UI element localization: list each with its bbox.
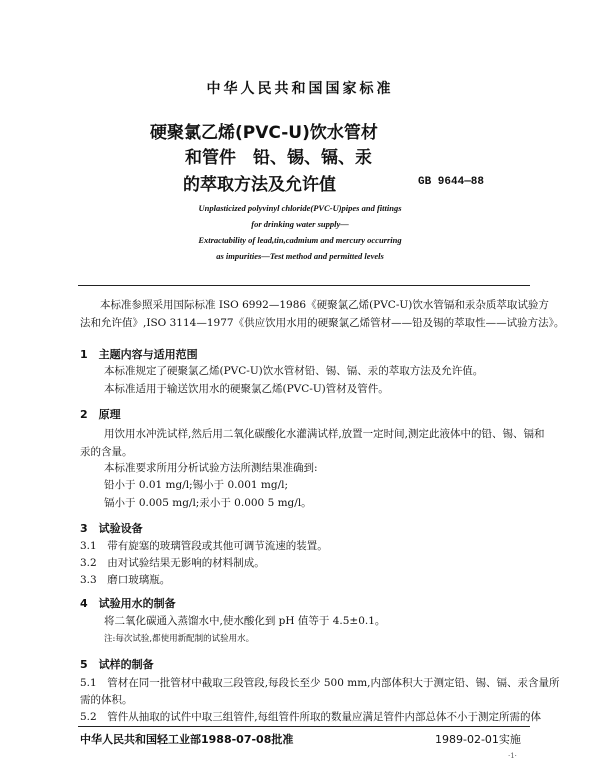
title-line-3: 的萃取方法及允许值 <box>183 175 336 195</box>
section-5-line: 5.1 管材在同一批管材中截取三段管段,每段长至少 500 mm,内部体积大于测定铅、锡、镉、汞含量所 <box>80 677 560 689</box>
section-1-line: 本标准规定了硬聚氯乙烯(PVC-U)饮水管材铅、锡、镉、汞的萃取方法及允许值。 <box>104 365 484 377</box>
section-4-heading: 4 试验用水的制备 <box>80 597 176 610</box>
title-line-2: 和管件 铅、锡、镉、汞 <box>185 148 372 168</box>
section-3-line: 3.1 带有旋塞的玻璃管段或其他可调节流速的装置。 <box>80 540 328 552</box>
english-title-line: for drinking water supply— <box>251 219 349 229</box>
section-2-line: 汞的含量。 <box>80 446 133 458</box>
intro-line: 法和允许值》,ISO 3114—1977《供应饮用水用的硬聚氯乙烯管材——铅及锡的萃取性——试验方法》。 <box>80 317 565 329</box>
section-2-line: 镉小于 0.005 mg/l;汞小于 0.000 5 mg/l。 <box>104 497 312 509</box>
standard-header: 中华人民共和国国家标准 <box>206 81 394 97</box>
page-number: ·1· <box>508 752 517 760</box>
section-5-heading: 5 试样的制备 <box>80 658 154 671</box>
section-2-line: 铅小于 0.01 mg/l;锡小于 0.001 mg/l; <box>104 479 289 491</box>
section-4-line: 将二氧化碳通入蒸馏水中,使水酸化到 pH 值等于 4.5±0.1。 <box>104 615 386 627</box>
english-title-line: Unplasticized polyvinyl chloride(PVC-U)pipes and fittings <box>198 203 402 213</box>
section-3-line: 3.2 由对试验结果无影响的材料制成。 <box>80 557 265 569</box>
section-1-heading: 1 主题内容与适用范围 <box>80 348 198 361</box>
english-title-line: Extractability of lead,tin,cadmium and mercury occurring <box>198 235 402 245</box>
footer-divider <box>78 726 530 727</box>
title-divider <box>78 285 530 286</box>
section-2-heading: 2 原理 <box>80 408 121 421</box>
implementation-date: 1989-02-01实施 <box>435 733 521 746</box>
section-2-line: 本标准要求所用分析试验方法所测结果准确到: <box>104 462 318 474</box>
section-5-line: 需的体积。 <box>80 694 133 706</box>
approval-date: 中华人民共和国轻工业部1988-07-08批准 <box>80 733 294 746</box>
english-title-line: as impurities—Test method and permitted levels <box>216 251 384 261</box>
title-line-1: 硬聚氯乙烯(PVC-U)饮水管材 <box>150 123 378 143</box>
section-3-line: 3.3 磨口玻璃瓶。 <box>80 574 171 586</box>
section-3-heading: 3 试验设备 <box>80 522 143 535</box>
section-5-line: 5.2 管件从抽取的试件中取三组管件,每组管件所取的数量应满足管件内部总体不小于测定所需的体 <box>80 711 542 723</box>
standard-code: GB 9644—88 <box>418 176 485 188</box>
section-2-line: 用饮用水冲洗试样,然后用二氧化碳酸化水灌满试样,放置一定时间,测定此液体中的铅、锡、镉和 <box>104 428 545 440</box>
section-4-note: 注:每次试验,都使用新配制的试验用水。 <box>104 634 255 644</box>
intro-line: 本标准参照采用国际标准 ISO 6992—1986《硬聚氯乙烯(PVC-U)饮水管镉和汞杂质萃取试验方 <box>100 299 549 311</box>
section-1-line: 本标准适用于输送饮用水的硬聚氯乙烯(PVC-U)管材及管件。 <box>104 383 389 395</box>
